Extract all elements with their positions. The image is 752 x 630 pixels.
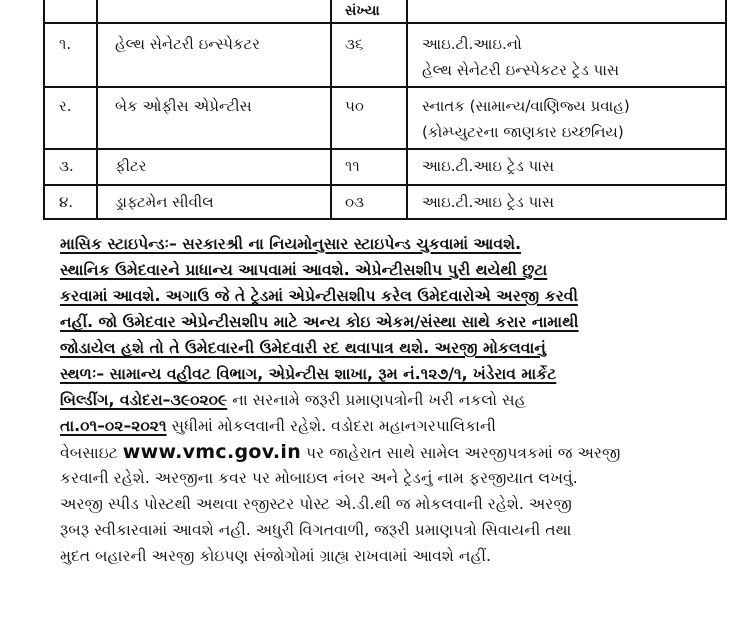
notice-line: જોડાયેલ હશે તો તે ઉમેદવારની ઉમેદવારી રદ થવાપાત્ર થશે. અરજી મોકલવાનું [60, 339, 546, 357]
notice-line [60, 387, 722, 413]
apprentice-trades-table [43, 0, 727, 220]
notice-line: કરવામાં આવશે. અગાઉ જે તે ટ્રેડમાં એપ્રેન્ટીસશીપ કરેલ ઉમેદવારોએ અરજી કરવી [60, 287, 578, 305]
row-divider [45, 148, 725, 150]
row-1-qualification-cont: હેલ્થ સેનેટરી ઇન્સ્પેકટર ટ્રેડ પાસ [422, 61, 620, 79]
notice-line: સ્થળઃ– સામાન્ય વહીવટ વિભાગ, એપ્રેન્ટીસ શાખા, રૂમ નં.૧૨૭/૧, ખંડેરાવ માર્કેટ [60, 365, 557, 383]
website-link[interactable]: www.vmc.gov.in [122, 441, 302, 463]
notice-line [60, 439, 722, 465]
row-2-count: ૫૦ [345, 97, 364, 115]
notice-paragraph [60, 231, 722, 569]
notice-line: માસિક સ્ટાઇપેન્ડઃ– સરકારશ્રી ના નિયમોનુસાર સ્ટાઇપેન્ડ ચુકવામાં આવશે. [60, 235, 522, 253]
column-divider [330, 0, 332, 220]
row-divider [45, 184, 725, 186]
address-text: બિલ્ડીંગ, વડોદરા–૩૯૦૨૦૯ [60, 391, 228, 409]
row-1-serial: ૧. [59, 35, 72, 53]
header-count: સંખ્યા [345, 3, 380, 19]
column-divider [96, 0, 98, 220]
row-4-trade: ડ્રાફ્ટમેન સીવીલ [115, 193, 214, 211]
notice-text: પર જાહેરાત સાથે સામેલ અરજીપત્રકમાં જ અરજી [301, 444, 621, 462]
notice-line: સ્થાનિક ઉમેદવારને પ્રાધાન્ય આપવામાં આવશે. એપ્રેન્ટીસશીપ પુરી થયેથી છુટા [60, 261, 548, 279]
notice-line: કરવાની રહેશે. અરજીના કવર પર મોબાઇલ નંબર અને ટ્રેડનું નામ ફરજીયાત લખવું. [60, 469, 578, 487]
notice-line: અરજી સ્પીડ પોસ્ટથી અથવા રજીસ્ટર પોસ્ટ એ.ડી.થી જ મોકલવાની રહેશે. અરજી [60, 495, 572, 513]
row-1-trade: હેલ્થ સેનેટરી ઇન્સ્પેકટર [115, 35, 261, 53]
deadline-date: તા.૦૧–૦૨–૨૦૨૧ [60, 417, 167, 435]
row-1-count: ૩૬ [345, 35, 364, 53]
row-divider [45, 86, 725, 88]
notice-text: સુધીમાં મોકલવાની રહેશે. વડોદરા મહાનગરપાલિકાની [166, 417, 497, 435]
row-2-trade: બેક ઓફીસ એપ્રેન્ટીસ [115, 97, 252, 115]
row-divider [45, 218, 725, 220]
notice-line: રૂબરૂ સ્વીકારવામાં આવશે નહી. અધુરી વિગતવાળી, જરૂરી પ્રમાણપત્રો સિવાયની તથા [60, 521, 572, 539]
row-3-qualification: આઇ.ટી.આઇ ટ્રેડ પાસ [422, 157, 555, 175]
row-3-trade: ફીટર [115, 157, 147, 175]
row-4-qualification: આઇ.ટી.આઇ ટ્રેડ પાસ [422, 193, 555, 211]
row-2-serial: ર. [59, 97, 72, 115]
notice-line: નહીં. જો ઉમેદવાર એપ્રેન્ટીસશીપ માટે અન્ય કોઇ એકમ/સંસ્થા સાથે કરાર નામાથી [60, 313, 579, 331]
row-1-qualification: આઇ.ટી.આઇ.નો [422, 35, 522, 53]
notice-line: મુદત બહારની અરજી કોઇપણ સંજોગોમાં ગ્રાહ્ય રાખવામાં આવશે નહીં. [60, 547, 491, 565]
row-2-qualification-cont: (કોમ્પ્યુટરના જાણકાર ઇચ્છનિય) [422, 123, 624, 141]
row-divider [45, 22, 725, 24]
row-4-serial: ૪. [59, 193, 74, 211]
notice-text: ના સરનામે જરૂરી પ્રમાણપત્રોની ખરી નકલો સહ [227, 391, 526, 409]
row-4-count: ૦૩ [345, 193, 365, 211]
row-2-qualification: સ્નાતક (સામાન્ય/વાણિજ્ય પ્રવાહ) [422, 97, 630, 115]
notice-text: વેબસાઇટ [60, 444, 123, 462]
column-divider [406, 0, 408, 220]
row-3-count: ૧૧ [345, 157, 360, 175]
row-3-serial: ૩. [59, 157, 74, 175]
notice-line [60, 413, 722, 439]
